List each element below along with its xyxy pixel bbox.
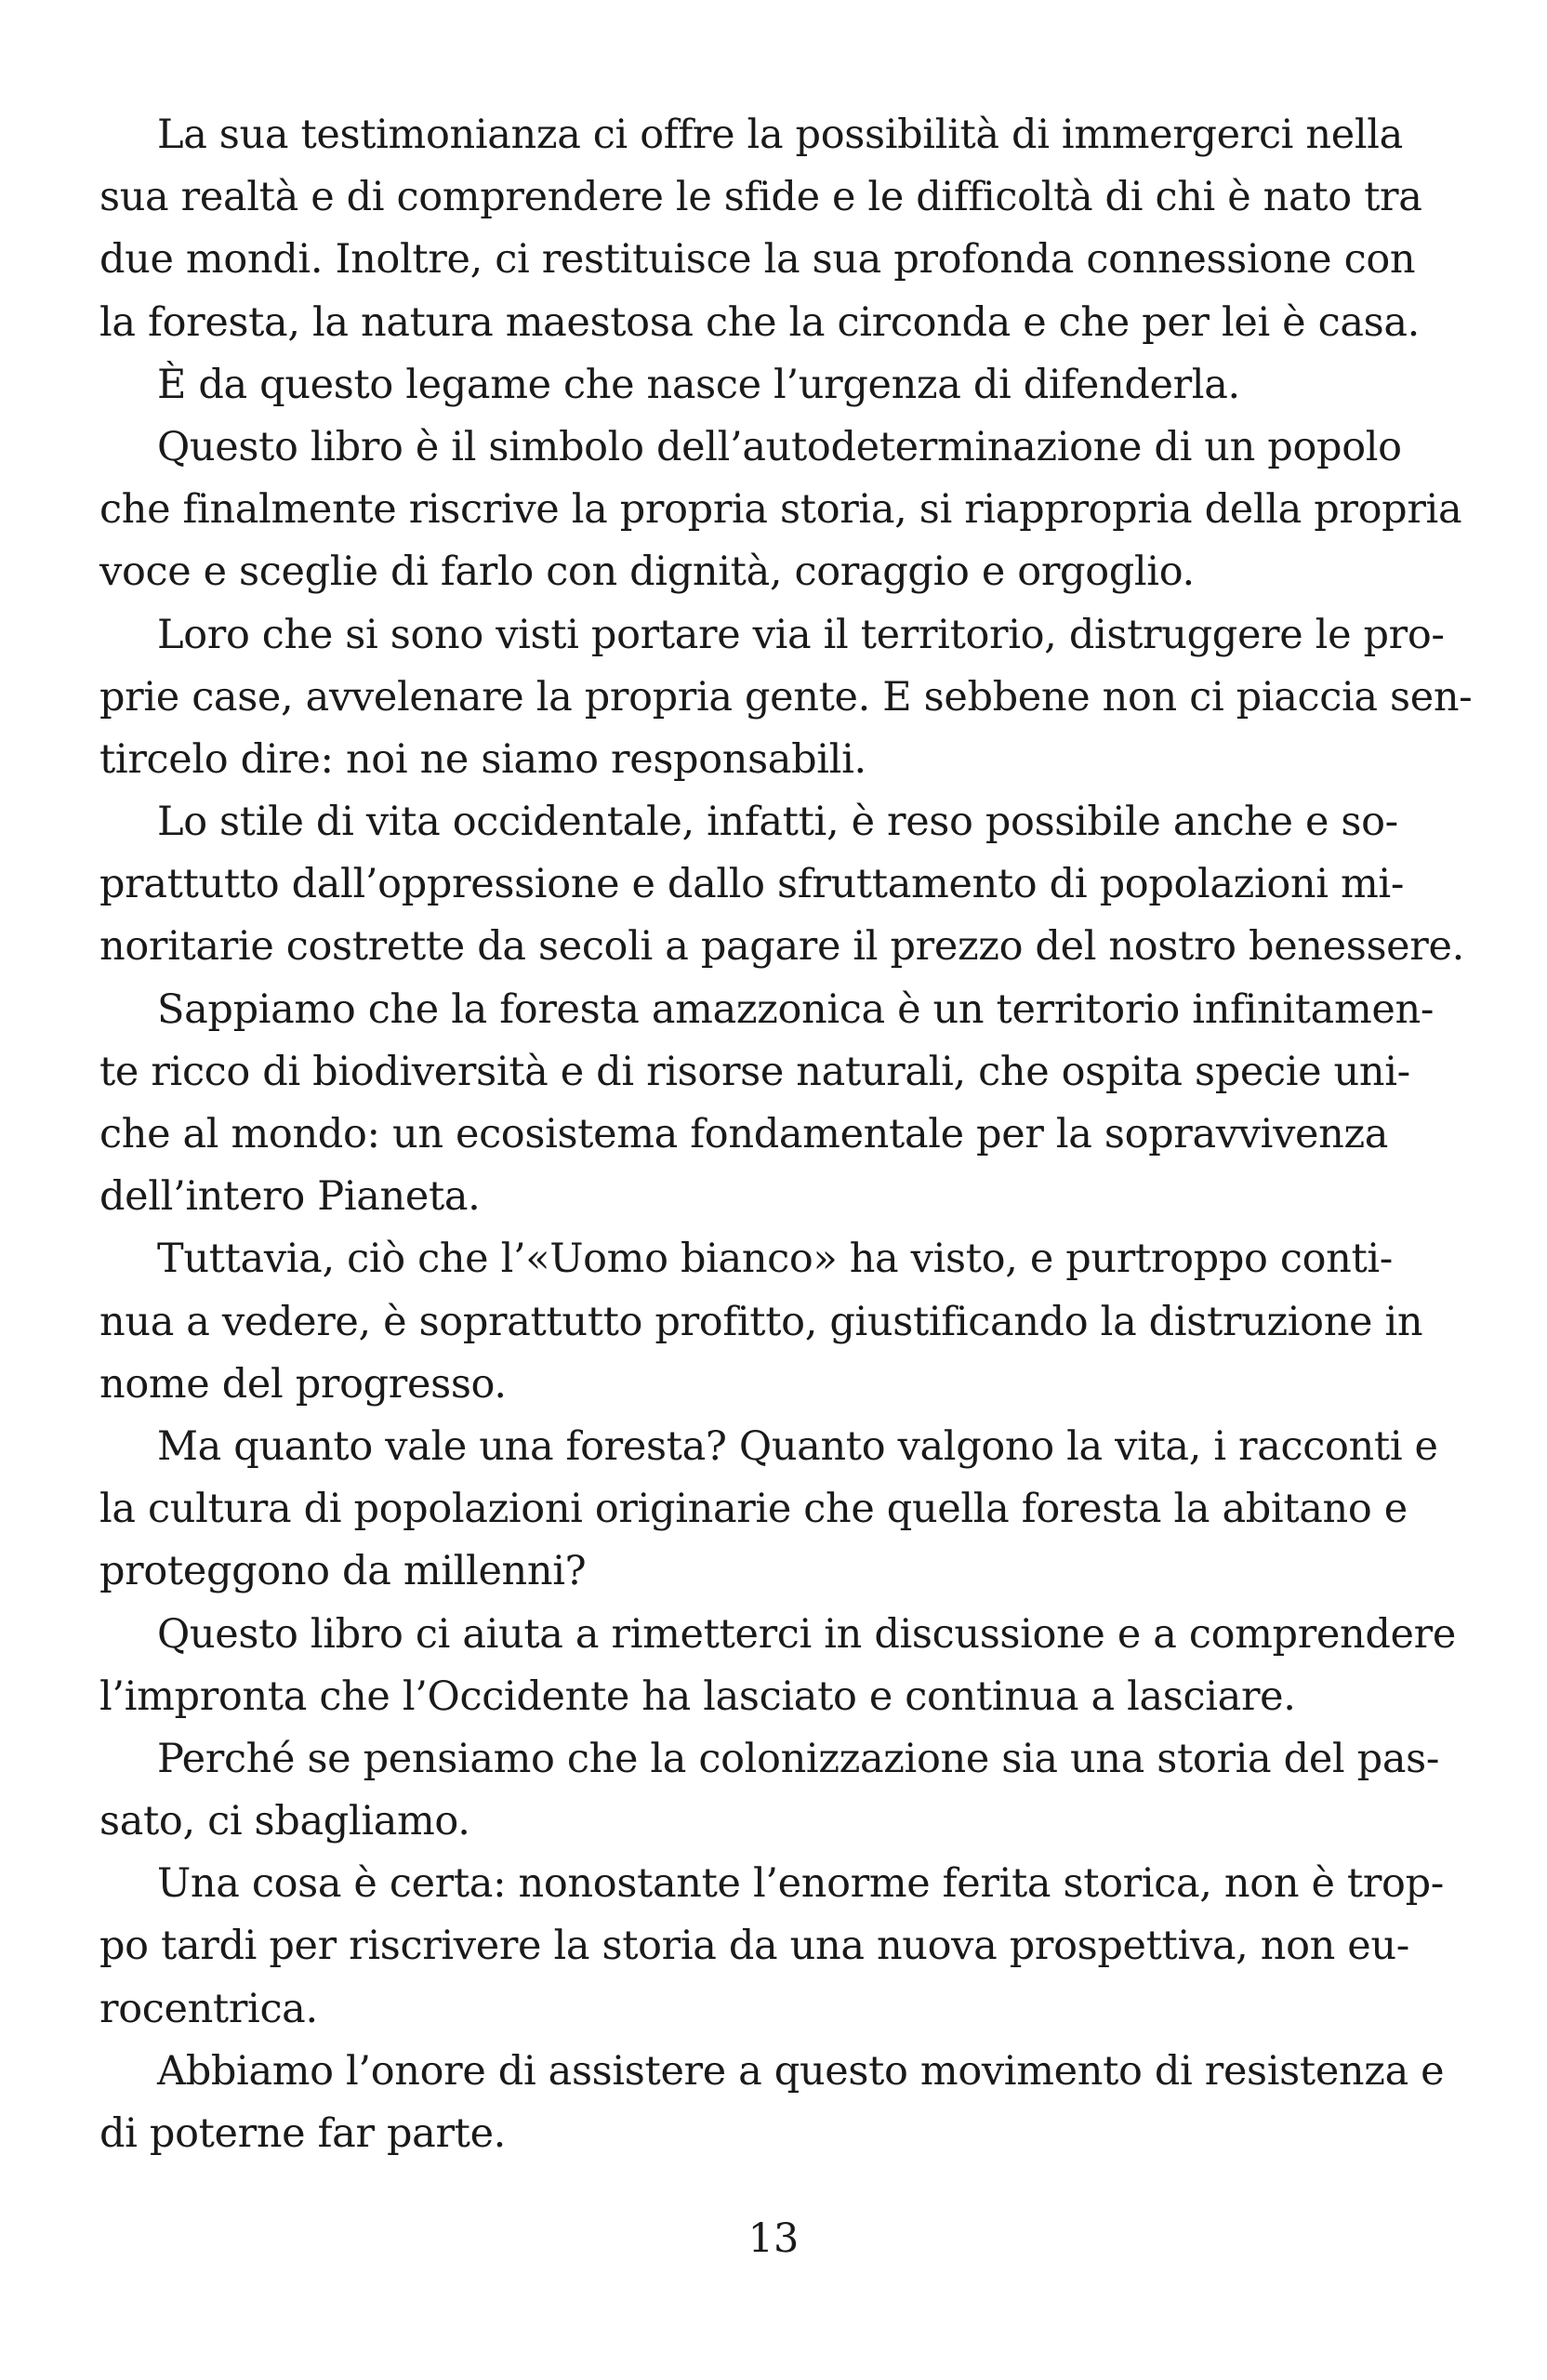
text-line: che finalmente riscrive la propria storia, si riappropria della propria <box>99 486 1462 534</box>
text-line: tircelo dire: noi ne siamo responsabili. <box>99 735 866 783</box>
text-line: prattutto dall’oppressione e dallo sfruttamento di popolazioni mi- <box>99 861 1404 908</box>
text-line: sato, ci sbagliamo. <box>99 1798 470 1845</box>
text-line: Lo stile di vita occidentale, infatti, è reso possibile anche e so- <box>157 799 1398 846</box>
text-line: rocentrica. <box>99 1985 318 2032</box>
text-line: po tardi per riscrivere la storia da una nuova prospettiva, non eu- <box>99 1923 1409 1970</box>
text-line: la cultura di popolazioni originarie che quella foresta la abitano e <box>99 1486 1408 1533</box>
text-line: Tuttavia, ciò che l’«Uomo bianco» ha visto, e purtroppo conti- <box>157 1236 1393 1283</box>
text-line: Sappiamo che la foresta amazzonica è un territorio infinitamen- <box>157 985 1435 1033</box>
text-line: Loro che si sono visti portare via il territorio, distruggere le pro- <box>157 611 1445 658</box>
text-line: Una cosa è certa: nonostante l’enorme ferita storica, non è trop- <box>157 1860 1444 1908</box>
text-line: che al mondo: un ecosistema fondamentale per la sopravvivenza <box>99 1111 1389 1157</box>
text-line: prie case, avvelenare la propria gente. E sebbene non ci piaccia sen- <box>99 673 1473 721</box>
text-line: due mondi. Inoltre, ci restituisce la sua profonda connessione con <box>99 236 1416 284</box>
text-line: Abbiamo l’onore di assistere a questo movimento di resistenza e <box>157 2047 1445 2095</box>
text-line: l’impronta che l’Occidente ha lasciato e continua a lasciare. <box>99 1673 1296 1720</box>
text-line: È da questo legame che nasce l’urgenza di difenderla. <box>157 361 1240 408</box>
body-text <box>99 104 1473 2165</box>
page-number: 13 <box>747 2215 800 2262</box>
text-line: noritarie costrette da secoli a pagare il prezzo del nostro benessere. <box>99 923 1464 971</box>
text-line: proteggono da millenni? <box>99 1548 587 1595</box>
text-line: Ma quanto vale una foresta? Quanto valgono la vita, i racconti e <box>157 1422 1438 1470</box>
text-line: Questo libro è il simbolo dell’autodeterminazione di un popolo <box>157 423 1402 470</box>
text-line: Questo libro ci aiuta a rimetterci in discussione e a comprendere <box>157 1610 1456 1658</box>
text-line: sua realtà e di comprendere le sfide e le difficoltà di chi è nato tra <box>99 174 1422 221</box>
text-line: nua a vedere, è soprattutto profitto, giustificando la distruzione in <box>99 1298 1423 1345</box>
text-line: nome del progresso. <box>99 1360 507 1408</box>
text-line: te ricco di biodiversità e di risorse naturali, che ospita specie uni- <box>99 1048 1410 1095</box>
text-line: Perché se pensiamo che la colonizzazione sia una storia del pas- <box>157 1735 1440 1782</box>
text-line: voce e sceglie di farlo con dignità, coraggio e orgoglio. <box>99 549 1195 596</box>
text-line: di poterne far parte. <box>99 2110 506 2157</box>
text-line: La sua testimonianza ci offre la possibilità di immergerci nella <box>157 112 1403 158</box>
text-line: dell’intero Pianeta. <box>99 1173 481 1221</box>
text-line: la foresta, la natura maestosa che la circonda e che per lei è casa. <box>99 298 1420 346</box>
